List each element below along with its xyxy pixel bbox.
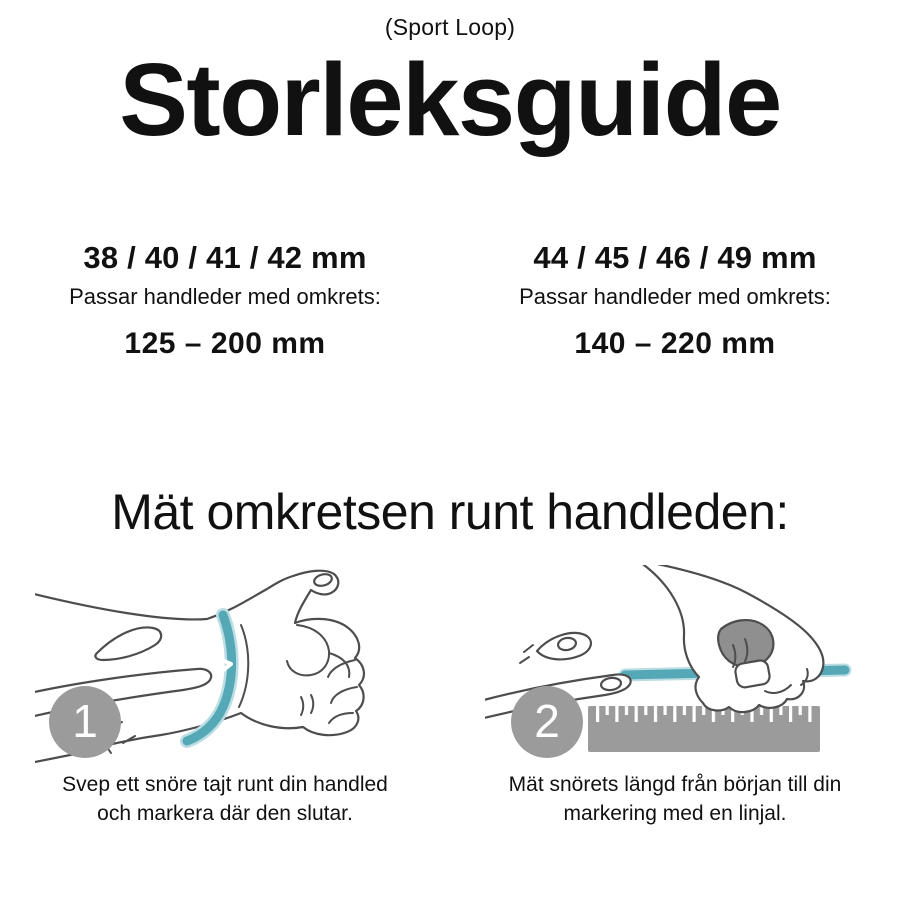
step-2 [450, 565, 900, 829]
thumb-nail-icon [734, 660, 771, 689]
step-1-caption-line1: Svep ett snöre tajt runt din handled [62, 773, 388, 797]
measure-heading: Mät omkretsen runt handleden: [111, 484, 789, 541]
pinching-hand-outline [637, 565, 823, 712]
step-1-caption [0, 771, 450, 829]
page-title: Storleksguide [119, 42, 781, 157]
step-2-badge [511, 686, 583, 758]
step-1-badge [49, 686, 121, 758]
step-1-number: 1 [72, 695, 98, 748]
size-models-small: 38 / 40 / 41 / 42 mm [83, 240, 367, 276]
step-1-caption-line2: och markera där den slutar. [97, 802, 353, 826]
step-2-caption-line1: Mät snörets längd från början till din [508, 773, 842, 797]
step-2-caption [450, 771, 900, 829]
size-option-large [450, 240, 900, 361]
left-finger-detail-lines [520, 645, 533, 663]
wrist-cord-illustration [35, 565, 415, 765]
fit-label-small: Passar handleder med omkrets: [69, 284, 381, 310]
wrist-range-small: 125 – 200 mm [124, 327, 326, 361]
step-1 [0, 565, 450, 829]
size-options [0, 240, 900, 361]
product-subtitle: (Sport Loop) [384, 14, 516, 40]
size-option-small [0, 240, 450, 361]
step-2-number: 2 [534, 695, 560, 748]
fit-label-large: Passar handleder med omkrets: [519, 284, 831, 310]
wrist-range-large: 140 – 220 mm [574, 327, 776, 361]
ruler-tick-marks [593, 706, 815, 752]
size-models-large: 44 / 45 / 46 / 49 mm [533, 240, 817, 276]
ruler-cord-illustration [485, 565, 865, 765]
ruler [588, 706, 820, 752]
step-2-caption-line2: markering med en linjal. [563, 802, 787, 826]
measure-steps [0, 565, 900, 829]
